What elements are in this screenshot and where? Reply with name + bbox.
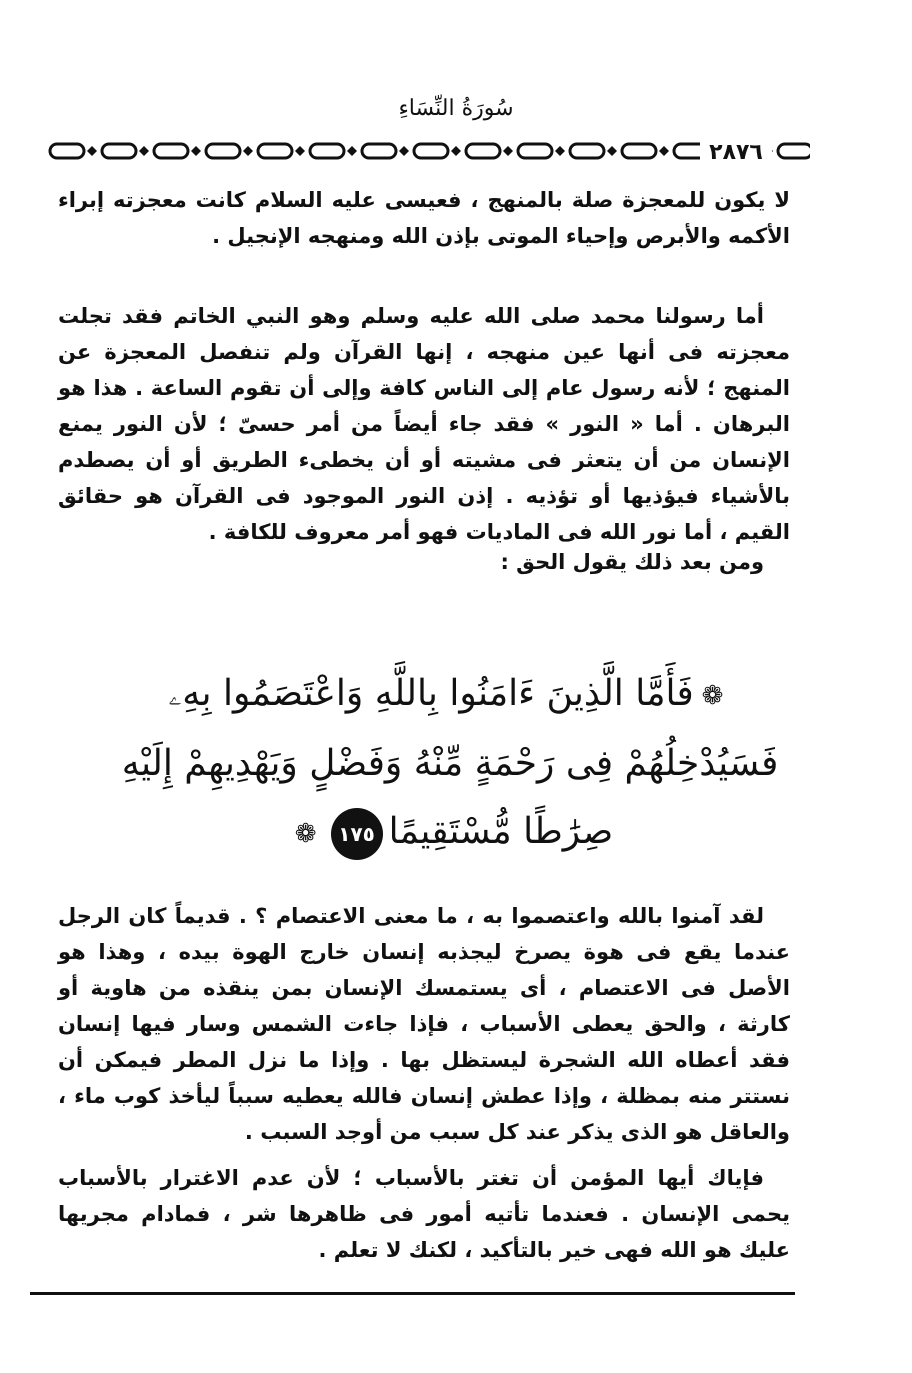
paragraph-5-text: فإياك أيها المؤمن أن تغتر بالأسباب ؛ لأن عدم الاغترار بالأسباب يحمى الإنسان . فعندما تأتيه أمور فى ظاهرها شر ، فمادام مجريها عليك هو الله فهى خير بالتأكيد ، لكنك لا تعلم . (58, 1166, 790, 1262)
paragraph-4-text: لقد آمنوا بالله واعتصموا به ، ما معنى الاعتصام ؟ . قديماً كان الرجل عندما يقع فى هوة يصرخ ليجذبه إنسان خارج الهوة بيده ، وهذا هو الأصل فى الاعتصام ، أى يستمسك الإنسان بمن ينقذه من هاوية أو كارثة ، والحق يعطى الأسباب ، فإذا جاءت الشمس وسار فيها إنسان فقد أعطاه الله الشجرة ليستظل بها . وإذا ما نزل المطر فيمكن أن نستتر منه بمظلة ، وإذا عطش إنسان فالله يعطيه سبباً ليأخذ كوب ماء ، والعاقل هو الذى يذكر عند كل سبب من أوجد السبب . (58, 904, 790, 1144)
footer-rule (30, 1292, 795, 1295)
ayah-number-badge: ١٧٥ (331, 808, 383, 860)
surah-title: سُورَةُ النِّسَاءِ (398, 96, 514, 121)
chain-diamond-icon (243, 146, 253, 156)
chain-diamond-icon (139, 146, 149, 156)
chain-diamond-icon (191, 146, 201, 156)
verse-close-ornament-icon: ❁ (294, 819, 317, 849)
chain-link-icon (154, 144, 188, 158)
chain-link-icon (414, 144, 448, 158)
chain-link-icon (570, 144, 604, 158)
chain-diamond-icon (87, 146, 97, 156)
chain-link-icon (778, 144, 810, 158)
chain-diamond-icon (347, 146, 357, 156)
chain-diamond-icon (295, 146, 305, 156)
paragraph-5 (58, 1160, 790, 1268)
chain-link-icon (466, 144, 500, 158)
page-number: ٢٨٧٦ (700, 140, 772, 165)
chain-diamond-icon (451, 146, 461, 156)
paragraph-2-text: أما رسولنا محمد صلى الله عليه وسلم وهو النبي الخاتم فقد تجلت معجزته فى أنها عين منهجه ، إنها القرآن ولم تنفصل المعجزة عن المنهج ؛ لأنه رسول عام إلى الناس كافة وإلى أن تقوم الساعة . هذا هو البرهان . أما « النور » فقد جاء أيضاً من أمر حسىّ ؛ لأن النور يمنع الإنسان من أن يتعثر فى مشيته أو أن يخطىء الطريق أو أن يصطدم بالأشياء فيؤذيها أو تؤذيه . إذن النور الموجود فى القرآن هو حقائق القيم ، أما نور الله فى الماديات فهو أمر معروف للكافة . (58, 304, 790, 544)
chain-diamond-icon (555, 146, 565, 156)
chain-diamond-icon (659, 146, 669, 156)
verse-line-2 (100, 730, 800, 798)
chain-link-icon (102, 144, 136, 158)
chain-diamond-icon (607, 146, 617, 156)
paragraph-1 (58, 182, 790, 254)
verse-line-1-text: فَأَمَّا الَّذِينَ ءَامَنُوا بِاللَّهِ وَاعْتَصَمُوا بِهِۦ (168, 673, 694, 714)
chain-link-icon (206, 144, 240, 158)
verse-line-1 (100, 660, 800, 730)
paragraph-2 (58, 298, 790, 550)
verse-line-3 (100, 798, 800, 868)
paragraph-4 (58, 898, 790, 1150)
chain-diamond-icon (503, 146, 513, 156)
chain-link-icon (50, 144, 84, 158)
verse-line-3-text: صِرَٰطًا مُّسْتَقِيمًا (388, 811, 614, 852)
chain-link-icon (258, 144, 292, 158)
chain-link-icon (310, 144, 344, 158)
paragraph-3 (58, 544, 790, 580)
chain-link-icon (518, 144, 552, 158)
chain-diamond-icon (399, 146, 409, 156)
chain-link-icon (622, 144, 656, 158)
paragraph-1-text: لا يكون للمعجزة صلة بالمنهج ، فعيسى عليه السلام كانت معجزته إبراء الأكمه والأبرص وإحياء الموتى بإذن الله ومنهجه الإنجيل . (58, 188, 790, 248)
quran-verse-block (100, 660, 800, 868)
verse-line-2-text: فَسَيُدْخِلُهُمْ فِى رَحْمَةٍ مِّنْهُ وَفَضْلٍ وَيَهْدِيهِمْ إِلَيْهِ (121, 743, 779, 784)
paragraph-3-text: ومن بعد ذلك يقول الحق : (500, 550, 764, 574)
header-chain-rule (46, 136, 810, 166)
chain-link-icon (362, 144, 396, 158)
verse-open-ornament-icon: ❁ (701, 681, 724, 711)
